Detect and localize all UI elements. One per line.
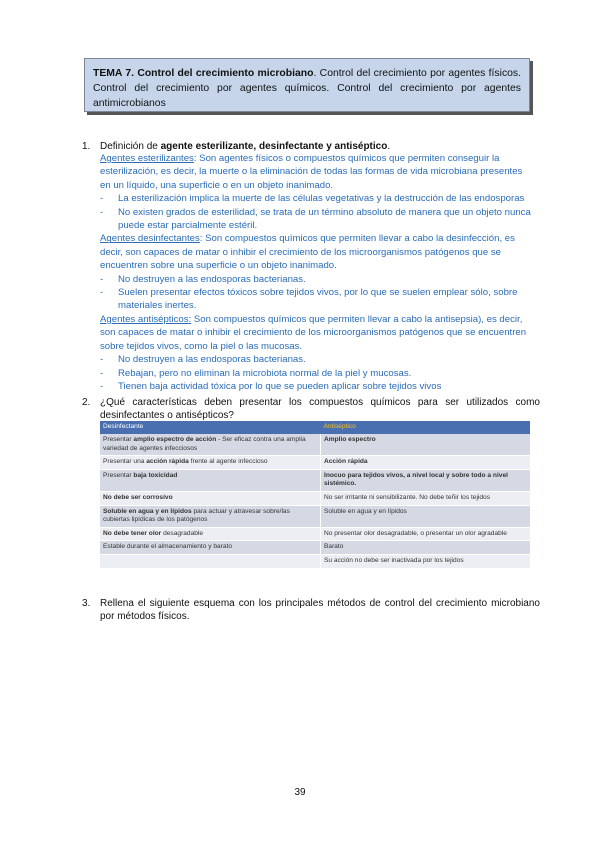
page-number: 39: [294, 787, 306, 798]
comparison-table: [100, 421, 530, 569]
desinfectante-cell: No debe tener olor desagradable: [100, 527, 321, 541]
antiseptico-cell: Acción rápida: [321, 456, 531, 470]
antiseptico-cell: Soluble en agua y en lípidos: [321, 505, 531, 527]
table-body: [100, 434, 530, 568]
desinfectante-cell: Soluble en agua y en lípidos para actuar y atravesar sobre/las cubiertas lipídicas de los patógenos: [100, 505, 321, 527]
desinfectante-cell: Presentar una acción rápida frente al agente infeccioso: [100, 456, 321, 470]
antisep-text: Son compuestos químicos que permiten llevar a cabo la antisepsia), es decir, son capaces de matar o inhibir el crecimiento de los microorganismos patógenos que se encuentren sobre tejidos vivos, como la piel o las mucosas.: [100, 313, 527, 352]
topic-title-box: [84, 58, 530, 112]
steril-text: : Son agentes físicos o compuestos químicos que permiten conseguir la esterilización, es decir, la muerte o la eliminación de todas las formas de vida microbiana presentes en un líquido, una superficie o en un objeto inanimado.: [100, 153, 523, 191]
antiseptico-cell: Amplio espectro: [321, 434, 531, 456]
antisep-heading: Agentes antisépticos:: [100, 313, 192, 325]
antiseptico-cell: No presentar olor desagradable, o presentar un olor agradable: [321, 527, 531, 541]
desinfectante-cell: Presentar baja toxicidad: [100, 469, 321, 491]
question-3-number: 3.: [82, 598, 91, 609]
question-2-number: 2.: [82, 397, 91, 408]
antisep-bullet-3: - Tienen baja actividad tóxica por lo que se pueden aplicar sobre tejidos vivos: [100, 380, 442, 392]
table-row: [100, 469, 530, 491]
table-header-row: [100, 421, 530, 434]
definitions-block: [100, 152, 532, 393]
antisep-bullet-1: - No destruyen a las endosporas bacterianas.: [100, 354, 306, 366]
topic-title-bold: TEMA 7. Control del crecimiento microbiano: [93, 68, 314, 79]
desinfectante-cell: Presentar amplio espectro de acción - Ser eficaz contra una amplia variedad de agentes infecciosos: [100, 434, 321, 456]
desinf-definition: [100, 232, 532, 272]
question-1-pre: Definición de: [100, 141, 161, 152]
question-2-text: ¿Qué características deben presentar los compuestos químicos para ser utilizados como desinfectantes o antisépticos?: [100, 397, 540, 421]
table-row: [100, 541, 530, 555]
question-1-number: 1.: [82, 141, 91, 152]
question-1-post: .: [387, 141, 391, 152]
antisep-bullet-2: - Rebajan, pero no eliminan la microbiota normal de la piel y mucosas.: [100, 367, 412, 379]
topic-title-rest: . Control del crecimiento por agentes físicos. Control del crecimiento por agentes químicos. Control del crecimiento por agentes antimicrobianos: [93, 68, 521, 109]
steril-definition: [100, 152, 532, 192]
steril-bullet-1: - La esterilización implica la muerte de las células vegetativas y la destrucción de las endosporas: [100, 193, 525, 205]
antiseptico-cell: Inocuo para tejidos vivos, a nivel local y sobre todo a nivel sistémico.: [321, 469, 531, 491]
steril-heading: Agentes esterilizantes: [100, 153, 194, 164]
desinfectante-cell: No debe ser corrosivo: [100, 491, 321, 505]
question-3-text: Rellena el siguiente esquema con los principales métodos de control del crecimiento microbiano por métodos físicos.: [100, 598, 540, 622]
table-row: [100, 491, 530, 505]
desinf-text: : Son compuestos químicos que permiten llevar a cabo la desinfección, es decir, son capaces de matar o inhibir el crecimiento de los microorganismos patógenos que se encuentren sobre una superficie o un objeto inanimado.: [100, 233, 515, 272]
table-row: [100, 527, 530, 541]
antiseptico-cell: No ser irritante ni sensibilizante. No debe teñir los tejidos: [321, 491, 531, 505]
desinfectante-cell: Estable durante el almacenamiento y barato: [100, 541, 321, 555]
table-row: [100, 456, 530, 470]
antiseptico-cell: Su acción no debe ser inactivada por los tejidos: [321, 554, 531, 568]
table-row: [100, 434, 530, 456]
antiseptico-cell: Barato: [321, 541, 531, 555]
steril-bullet-2: - No existen grados de esterilidad, se trata de un término absoluto de manera que un objeto nunca puede estar parcialmente estéril.: [100, 206, 531, 232]
question-1-bold: agente esterilizante, desinfectante y antiséptico: [160, 141, 388, 152]
table-row: [100, 505, 530, 527]
antisep-definition: [100, 313, 532, 353]
desinfectante-cell: [100, 554, 321, 568]
table-header-desinfectante: Desinfectante: [100, 421, 321, 434]
desinf-bullet-1: - No destruyen a las endosporas bacterianas.: [100, 273, 306, 285]
table-row: [100, 554, 530, 568]
desinf-heading: Agentes desinfectantes: [100, 233, 200, 245]
desinf-bullet-2: - Suelen presentar efectos tóxicos sobre tejidos vivos, por lo que se suelen emplear sólo, sobre materiales inertes.: [100, 287, 518, 312]
table-header-antiseptico: Antiséptico: [321, 421, 531, 434]
